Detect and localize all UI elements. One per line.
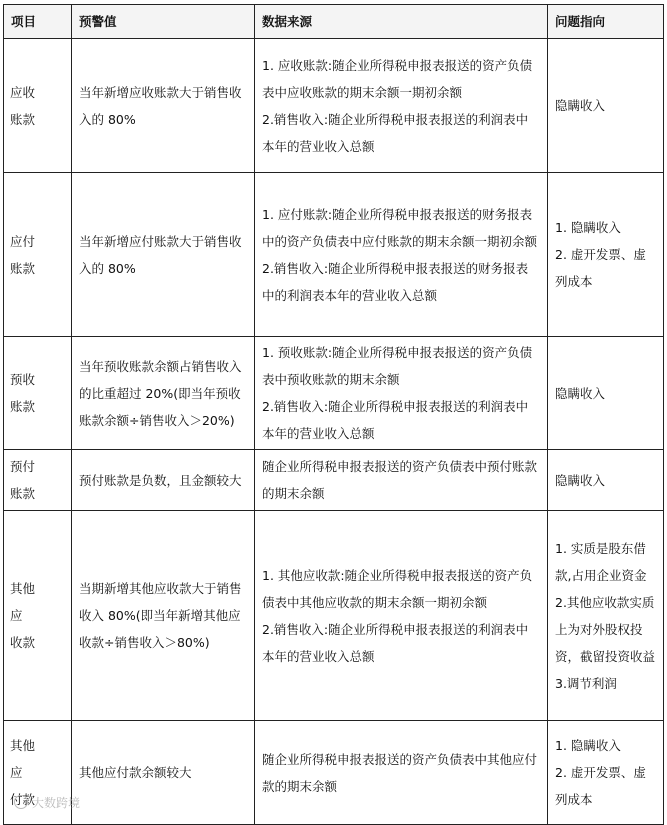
issue-line: 1. 隐瞒收入 <box>555 738 621 753</box>
early-warning-table <box>3 4 664 825</box>
issue-cell <box>548 173 664 337</box>
item-cell: 应收 账款 <box>4 39 72 173</box>
threshold-cell: 其他应付款余额较大 <box>72 721 255 825</box>
table-row <box>4 337 664 450</box>
source-cell <box>255 39 548 173</box>
header-issue: 问题指向 <box>548 5 664 39</box>
table-row <box>4 173 664 337</box>
threshold-cell: 当年新增应收账款大于销售收入的 80% <box>72 39 255 173</box>
source-line: 随企业所得税申报表报送的资产负债表中其他应付款的期末余额 <box>262 751 538 794</box>
issue-line: 2.其他应收款实质上为对外股权投资，截留投资收益 <box>555 594 656 664</box>
header-row <box>4 5 664 39</box>
issue-cell <box>548 721 664 825</box>
table-row <box>4 39 664 173</box>
source-line: 随企业所得税申报表报送的资产负债表中预付账款的期末余额 <box>262 459 538 501</box>
watermark <box>14 794 80 811</box>
source-line: 1. 其他应收款:随企业所得税申报表报送的资产负债表中其他应收款的期末余额一期初余额 <box>262 567 533 610</box>
source-line: 1. 应付账款:随企业所得税申报表报送的财务报表中的资产负债表中应付账款的期末余额一期初余额 <box>262 206 538 249</box>
issue-line: 隐瞒收入 <box>555 472 606 488</box>
header-item: 项目 <box>4 5 72 39</box>
table-row <box>4 511 664 721</box>
source-line: 1. 应收账款:随企业所得税申报表报送的资产负债表中应收账款的期末余额一期初余额 <box>262 57 533 100</box>
table-row <box>4 721 664 825</box>
item-cell: 应付 账款 <box>4 173 72 337</box>
watermark-logo-icon <box>14 795 28 809</box>
threshold-cell: 当年新增应付账款大于销售收入的 80% <box>72 173 255 337</box>
threshold-cell: 预付账款是负数，且金额较大 <box>72 450 255 511</box>
table-body <box>4 39 664 825</box>
source-cell <box>255 337 548 450</box>
source-line: 2.销售收入:随企业所得税申报表报送的利润表中本年的营业收入总额 <box>262 399 529 441</box>
threshold-cell: 当年预收账款余额占销售收入的比重超过 20%(即当年预收账款余额÷销售收入＞20%) <box>72 337 255 450</box>
source-line: 1. 预收账款:随企业所得税申报表报送的资产负债表中预收账款的期末余额 <box>262 345 533 387</box>
source-cell <box>255 511 548 721</box>
issue-line: 隐瞒收入 <box>555 98 606 113</box>
item-cell: 其他 应 收款 <box>4 511 72 721</box>
header-source: 数据来源 <box>255 5 548 39</box>
source-line: 2.销售收入:随企业所得税申报表报送的利润表中本年的营业收入总额 <box>262 621 529 664</box>
issue-line: 3.调节利润 <box>555 675 617 691</box>
source-cell <box>255 173 548 337</box>
issue-cell <box>548 511 664 721</box>
item-cell: 其他 应 付款 <box>4 721 72 825</box>
table-row <box>4 450 664 511</box>
issue-line: 1. 隐瞒收入 <box>555 220 621 235</box>
issue-cell <box>548 337 664 450</box>
issue-cell <box>548 39 664 173</box>
item-cell: 预收 账款 <box>4 337 72 450</box>
threshold-cell: 当期新增其他应收款大于销售收入 80%(即当年新增其他应收款÷销售收入＞80%) <box>72 511 255 721</box>
issue-line: 1. 实质是股东借款,占用企业资金 <box>555 540 647 583</box>
issue-line: 隐瞒收入 <box>555 385 606 401</box>
issue-line: 2. 虚开发票、虚列成本 <box>555 765 646 807</box>
issue-cell <box>548 450 664 511</box>
watermark-text: 大数跨境 <box>32 796 81 810</box>
source-line: 2.销售收入:随企业所得税申报表报送的利润表中本年的营业收入总额 <box>262 111 529 154</box>
header-threshold: 预警值 <box>72 5 255 39</box>
item-cell: 预付 账款 <box>4 450 72 511</box>
source-cell <box>255 450 548 511</box>
issue-line: 2. 虚开发票、虚列成本 <box>555 247 646 289</box>
source-cell <box>255 721 548 825</box>
source-line: 2.销售收入:随企业所得税申报表报送的财务报表中的利润表本年的营业收入总额 <box>262 260 529 303</box>
